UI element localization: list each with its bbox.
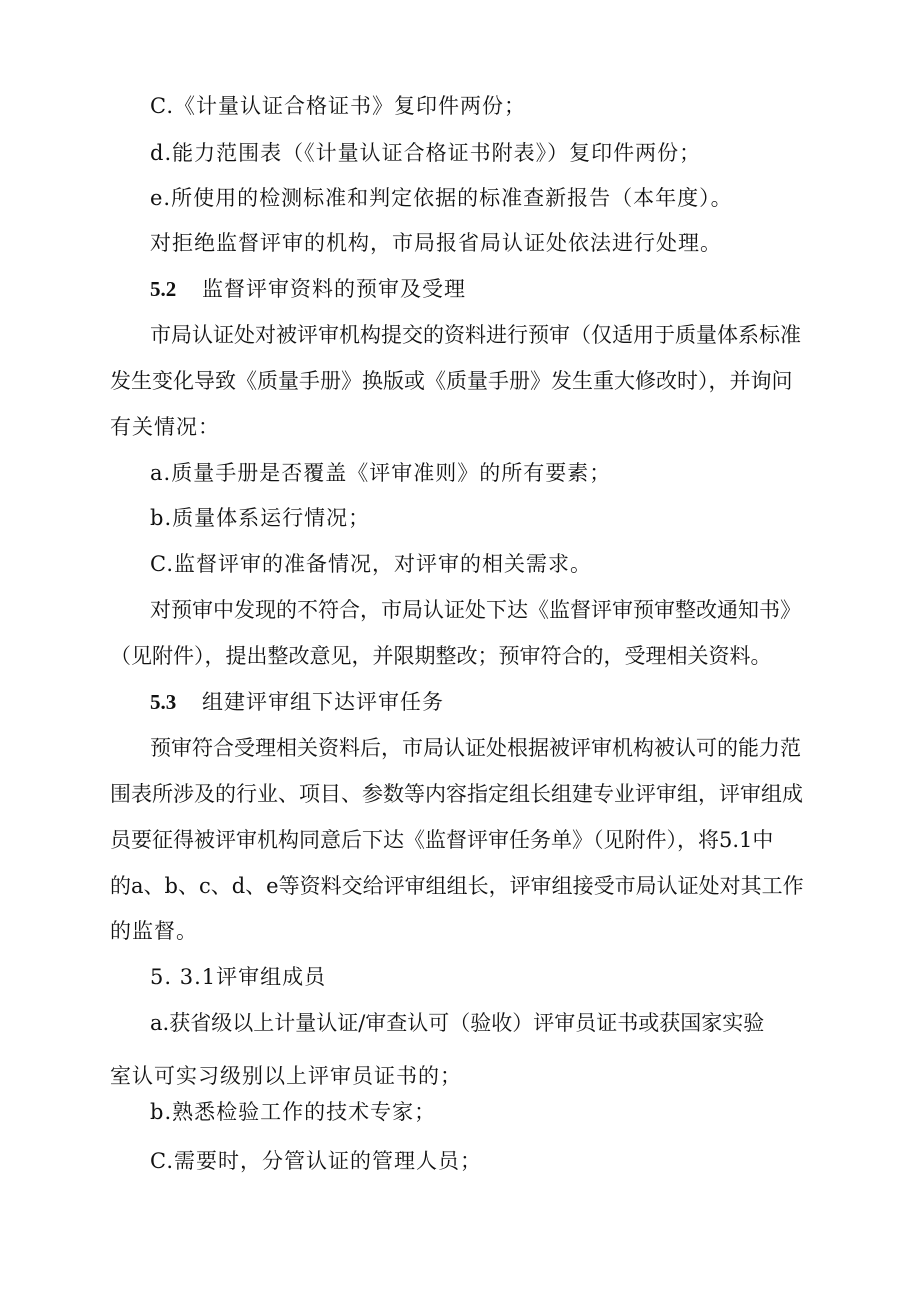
section-number: 5.2 (150, 277, 177, 301)
paragraph-line: 围表所涉及的行业、项目、参数等内容指定组长组建专业评审组，评审组成 (110, 782, 803, 806)
section-heading-5-2 (150, 275, 920, 303)
paragraph-line: 对拒绝监督评审的机构，市局报省局认证处依法进行处理。 (150, 231, 722, 255)
paragraph-line: 对预审中发现的不符合，市局认证处下达《监督评审预审整改通知书》 (150, 598, 801, 622)
paragraph-line: C.需要时，分管认证的管理人员； (150, 1149, 482, 1173)
section-title: 组建评审组下达评审任务 (202, 690, 444, 714)
paragraph-line: 发生变化导致《质量手册》换版或《质量手册》发生重大修改时），并询问 (110, 369, 793, 393)
section-heading-5-3 (150, 688, 920, 716)
paragraph-line: a.质量手册是否覆盖《评审准则》的所有要素； (150, 461, 612, 485)
paragraph-line: 的监督。 (110, 919, 198, 943)
section-title: 监督评审资料的预审及受理 (202, 277, 466, 301)
paragraph-line: C.《计量认证合格证书》复印件两份； (150, 94, 526, 118)
paragraph-line: （见附件），提出整改意见，并限期整改；预审符合的，受理相关资料。 (110, 644, 772, 668)
paragraph-line: C.监督评审的准备情况，对评审的相关需求。 (150, 552, 592, 576)
paragraph-line: b.熟悉检验工作的技术专家； (150, 1100, 437, 1124)
paragraph-line: 市局认证处对被评审机构提交的资料进行预审（仅适用于质量体系标准 (150, 323, 801, 347)
paragraph-line: 室认可实习级别以上评审员证书的； (110, 1064, 462, 1088)
paragraph-line: 员要征得被评审机构同意后下达《监督评审任务单》（见附件），将5.1中 (110, 828, 774, 852)
paragraph-line: a.获省级以上计量认证/审查认可（验收）评审员证书或获国家实验 (150, 1011, 765, 1035)
section-number: 5.3 (150, 690, 177, 714)
paragraph-line: d.能力范围表（《计量认证合格证书附表》）复印件两份； (150, 141, 702, 165)
paragraph-line: 有关情况： (110, 415, 220, 439)
paragraph-line: e.所使用的检测标准和判定依据的标准查新报告（本年度）。 (150, 186, 733, 210)
subsection-heading-5-3-1: 5. 3.1评审组成员 (150, 965, 327, 989)
paragraph-line: b.质量体系运行情况； (150, 506, 371, 530)
paragraph-line: 的a、b、c、d、e等资料交给评审组组长，评审组接受市局认证处对其工作 (110, 874, 804, 898)
paragraph-line: 预审符合受理相关资料后，市局认证处根据被评审机构被认可的能力范 (150, 736, 801, 760)
